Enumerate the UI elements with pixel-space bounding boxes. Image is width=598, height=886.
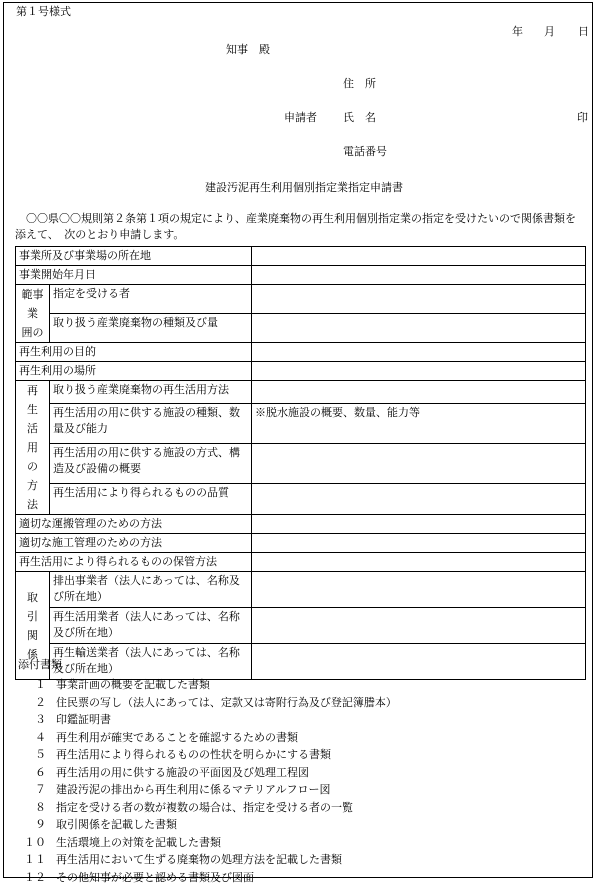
- value-designee: [252, 285, 586, 314]
- row-transporter: 再生輸送業者（法人にあっては、名称 及び所在地）: [50, 644, 252, 680]
- method-vertical-label: 再 生 活 用 の 方 法: [16, 381, 50, 515]
- application-form-page: [3, 2, 593, 878]
- row-recycle-purpose: 再生利用の目的: [16, 343, 252, 362]
- value-recycle-place: [252, 362, 586, 381]
- value-transport-management: [252, 515, 586, 534]
- value-construction-management: [252, 534, 586, 553]
- trade-vertical-label: 取 引 関 係: [16, 572, 50, 680]
- intro-line-1: 〇〇県〇〇規則第２条第１項の規定により、産業廃棄物の再生利用個別指定業の指定を受けたいので関係書類を: [26, 212, 576, 225]
- name-label: 氏 名: [343, 111, 376, 124]
- attachment-item: ５ 再生活用により得られるものの性状を明らかにする書類: [18, 746, 397, 764]
- row-office-location: 事業所及び事業場の所在地: [16, 247, 252, 266]
- attachment-item: ４ 再生利用が確実であることを確認するための書類: [18, 729, 397, 747]
- attachment-item: １１ 再生活用において生ずる廃棄物の処理方法を記載した書類: [18, 851, 397, 869]
- address-label: 住 所: [343, 77, 376, 90]
- value-product-quality: [252, 484, 586, 515]
- attachment-item: １ 事業計画の概要を記載した書類: [18, 676, 397, 694]
- value-start-date: [252, 266, 586, 285]
- value-storage-method: [252, 553, 586, 572]
- value-office-location: [252, 247, 586, 266]
- scope-vertical-label: 範事 業 囲の: [16, 285, 50, 343]
- row-transport-management: 適切な運搬管理のための方法: [16, 515, 252, 534]
- attachment-item: ３ 印鑑証明書: [18, 711, 397, 729]
- attachment-item: ７ 建設汚泥の排出から再生利用に係るマテリアルフロー図: [18, 781, 397, 799]
- value-recycler: [252, 608, 586, 644]
- form-number: 第１号様式: [16, 5, 71, 18]
- date-month-label: 月: [544, 25, 555, 38]
- document-title: 建設汚泥再生利用個別指定業指定申請書: [205, 181, 403, 194]
- addressee: 知事 殿: [226, 43, 270, 56]
- value-discharger: [252, 572, 586, 608]
- row-construction-management: 適切な施工管理のための方法: [16, 534, 252, 553]
- seal-label: 印: [577, 111, 588, 124]
- attachment-item: ８ 指定を受ける者の数が複数の場合は、指定を受ける者の一覧: [18, 799, 397, 817]
- value-recycle-method: [252, 381, 586, 404]
- attachments-heading: 添付書類: [18, 658, 62, 671]
- value-facility-structure: [252, 444, 586, 484]
- row-facility-type: 再生活用の用に供する施設の種類、数 量及び能力: [50, 403, 252, 443]
- application-table: [15, 246, 586, 680]
- value-transporter: [252, 644, 586, 680]
- attachments-list: [18, 676, 397, 886]
- attachment-item: ９ 取引関係を記載した書類: [18, 816, 397, 834]
- attachment-item: ６ 再生活用の用に供する施設の平面図及び処理工程図: [18, 764, 397, 782]
- attachment-item: １２ その他知事が必要と認める書類及び図面: [18, 869, 397, 886]
- row-recycle-place: 再生利用の場所: [16, 362, 252, 381]
- row-storage-method: 再生活用により得られるものの保管方法: [16, 553, 252, 572]
- row-start-date: 事業開始年月日: [16, 266, 252, 285]
- intro-text: [15, 211, 587, 243]
- phone-label: 電話番号: [343, 145, 387, 158]
- value-facility-type: ※脱水施設の概要、数量、能力等: [252, 403, 586, 443]
- row-discharger: 排出事業者（法人にあっては、名称及 び所在地）: [50, 572, 252, 608]
- row-product-quality: 再生活用により得られるものの品質: [50, 484, 252, 515]
- attachment-item: １０ 生活環境上の対策を記載した書類: [18, 834, 397, 852]
- row-waste-type-amount: 取り扱う産業廃棄物の種類及び量: [50, 314, 252, 343]
- value-waste-type-amount: [252, 314, 586, 343]
- date-year-label: 年: [512, 25, 523, 38]
- row-facility-structure: 再生活用の用に供する施設の方式、構 造及び設備の概要: [50, 444, 252, 484]
- applicant-role-label: 申請者: [284, 111, 317, 124]
- intro-line-2: 添えて、 次のとおり申請します。: [15, 228, 184, 241]
- date-day-label: 日: [578, 25, 589, 38]
- value-recycle-purpose: [252, 343, 586, 362]
- attachment-item: ２ 住民票の写し（法人にあっては、定款又は寄附行為及び登記簿謄本）: [18, 694, 397, 712]
- row-recycle-method: 取り扱う産業廃棄物の再生活用方法: [50, 381, 252, 404]
- row-recycler: 再生活用業者（法人にあっては、名称 及び所在地）: [50, 608, 252, 644]
- row-designee: 指定を受ける者: [50, 285, 252, 314]
